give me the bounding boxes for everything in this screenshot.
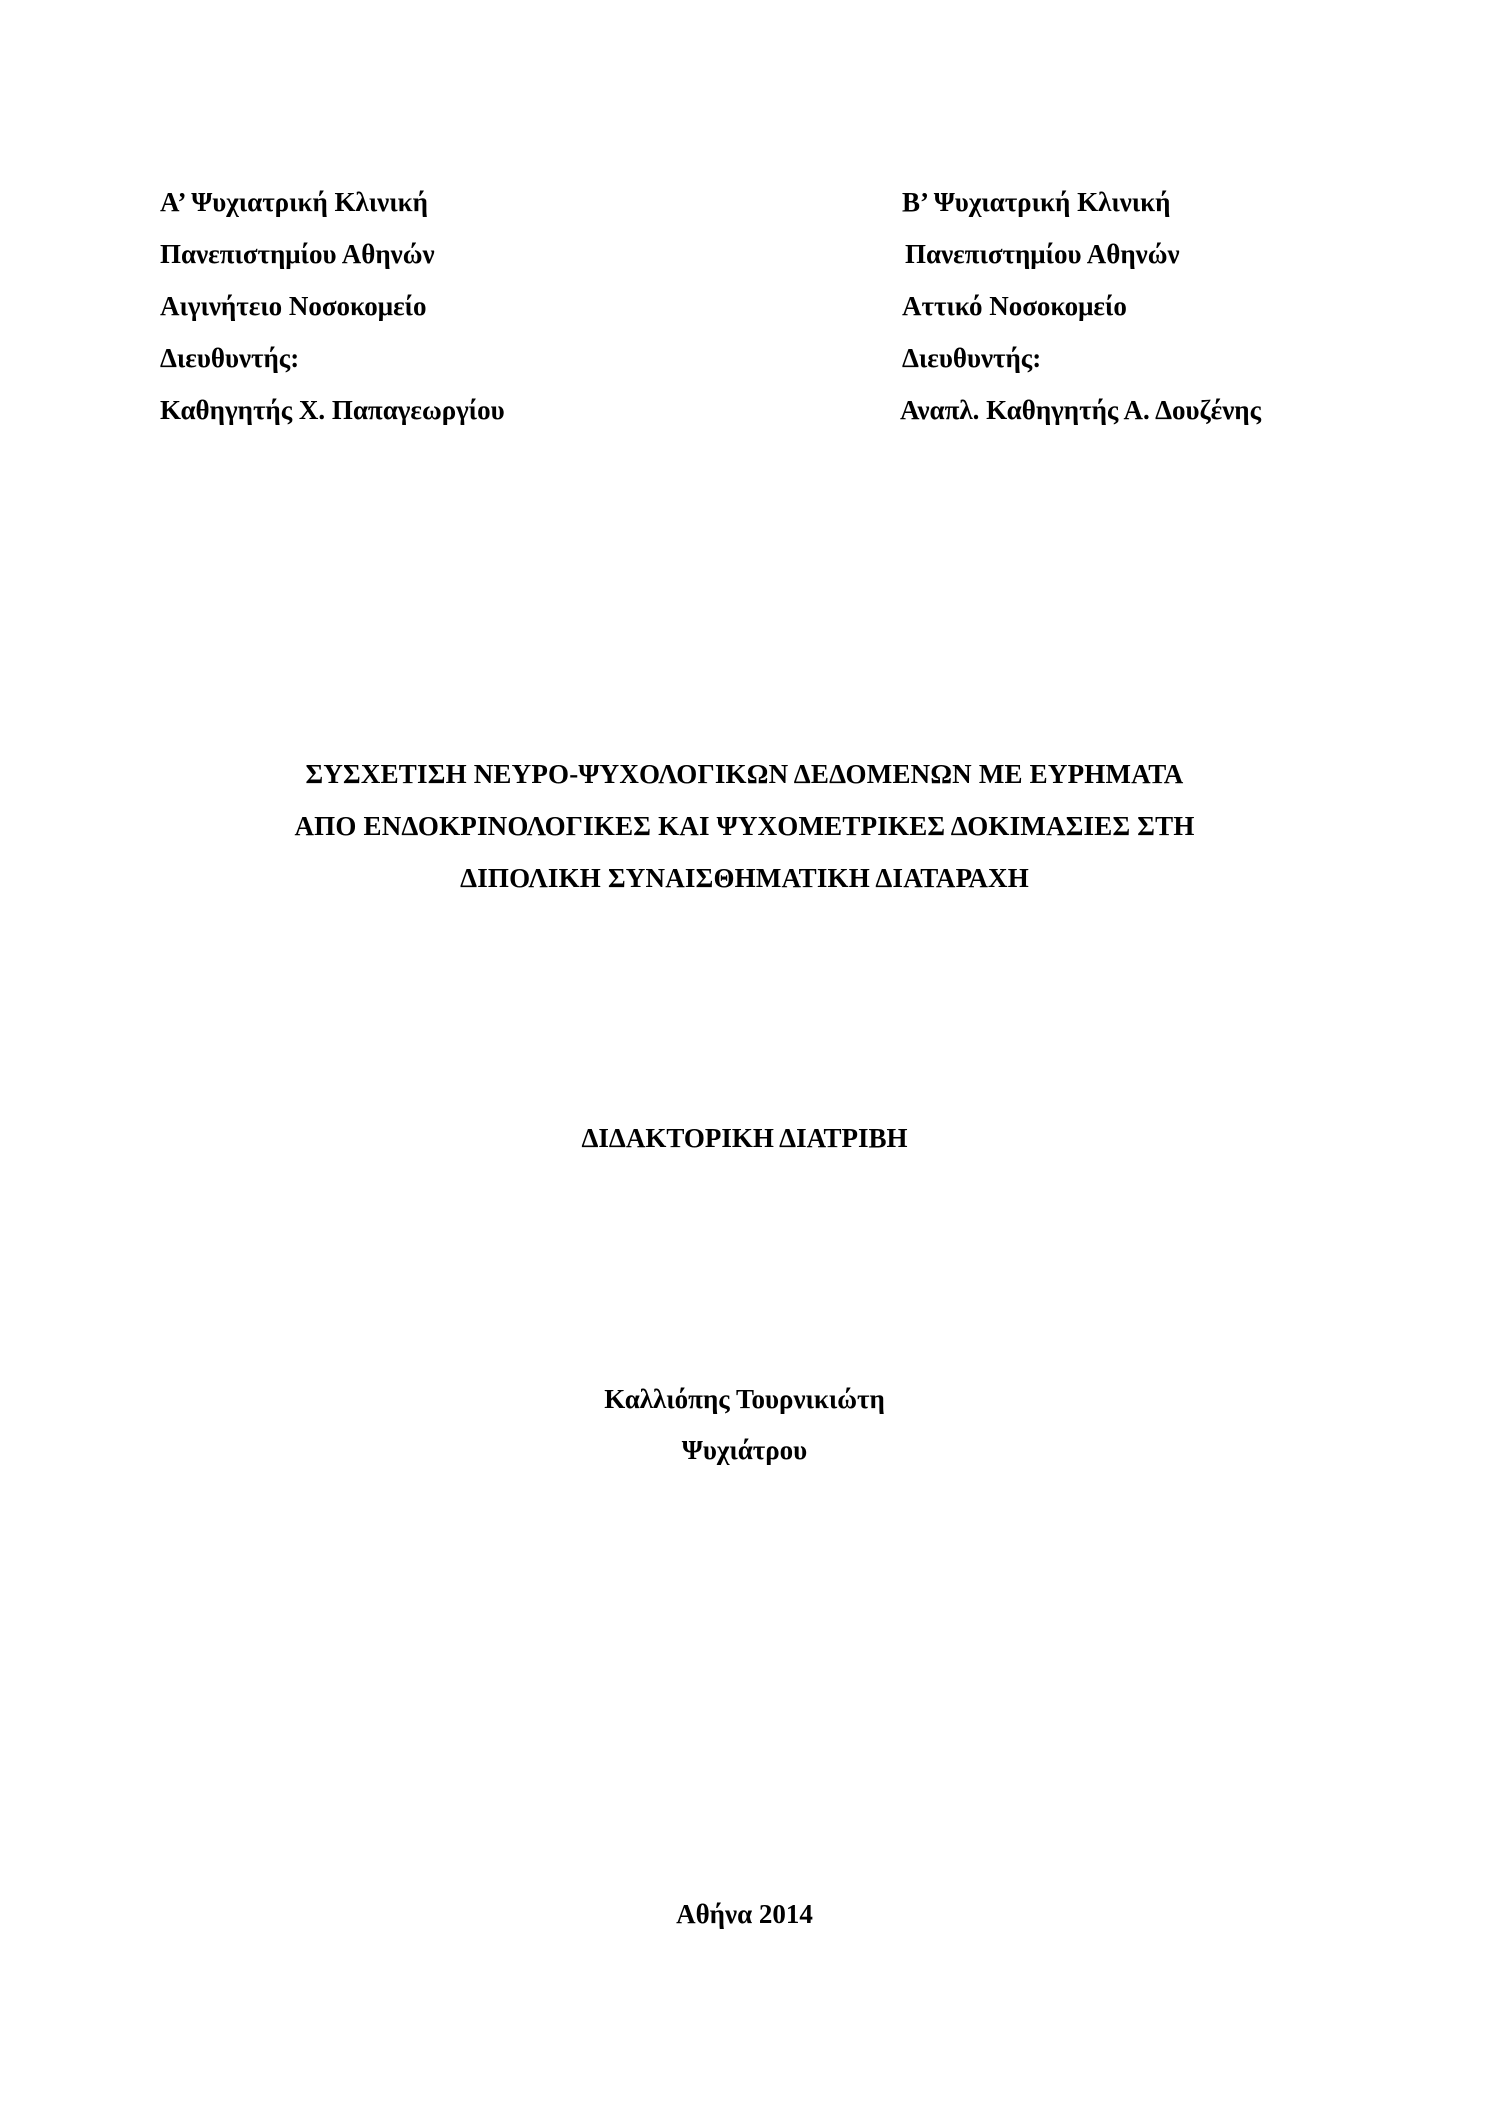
left-director-name: Καθηγητής Χ. Παπαγεωργίου — [160, 395, 505, 425]
right-hospital: Αττικό Νοσοκομείο — [902, 291, 1127, 321]
left-director-label: Διευθυντής: — [160, 343, 300, 373]
title-line-2: ΑΠΟ ΕΝΔΟΚΡΙΝΟΛΟΓΙΚΕΣ ΚΑΙ ΨΥΧΟΜΕΤΡΙΚΕΣ ΔΟΚΙΜΑΣΙΕΣ ΣΤΗ — [294, 811, 1195, 841]
document-type: ΔΙΔΑΚΤΟΡΙΚΗ ΔΙΑΤΡΙΒΗ — [581, 1123, 908, 1153]
right-university: Πανεπιστημίου Αθηνών — [905, 239, 1180, 269]
author-profession: Ψυχιάτρου — [681, 1435, 808, 1465]
right-director-name: Αναπλ. Καθηγητής Α. Δουζένης — [900, 395, 1261, 425]
title-line-1: ΣΥΣΧΕΤΙΣΗ ΝΕΥΡΟ-ΨΥΧΟΛΟΓΙΚΩΝ ΔΕΔΟΜΕΝΩΝ ΜΕ ΕΥΡΗΜΑΤΑ — [305, 759, 1184, 789]
place-year: Αθήνα 2014 — [676, 1899, 813, 1929]
left-hospital: Αιγινήτειο Νοσοκομείο — [160, 291, 427, 321]
author-name: Καλλιόπης Τουρνικιώτη — [604, 1384, 885, 1414]
left-clinic: Α’ Ψυχιατρική Κλινική — [160, 187, 428, 217]
title-line-3: ΔΙΠΟΛΙΚΗ ΣΥΝΑΙΣΘΗΜΑΤΙΚΗ ΔΙΑΤΑΡΑΧΗ — [460, 863, 1029, 893]
right-director-label: Διευθυντής: — [902, 343, 1042, 373]
right-clinic: Β’ Ψυχιατρική Κλινική — [902, 187, 1171, 217]
left-university: Πανεπιστημίου Αθηνών — [160, 239, 435, 269]
